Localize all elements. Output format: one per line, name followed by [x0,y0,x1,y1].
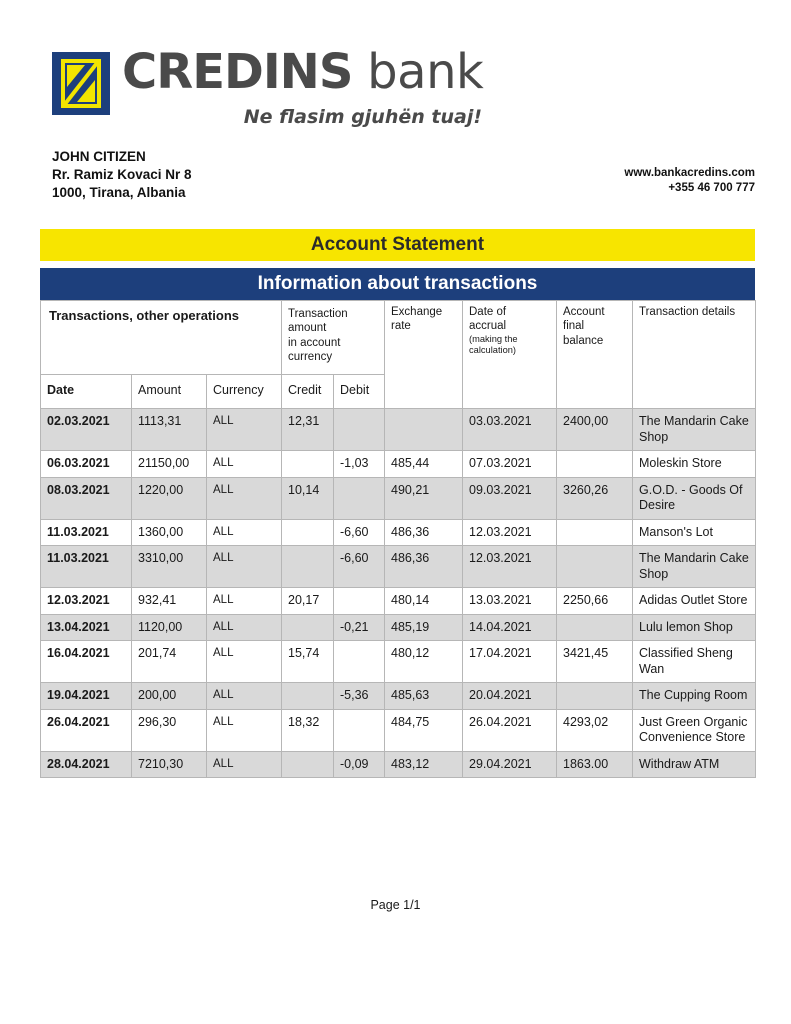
transactions-section-banner: Information about transactions [40,268,755,300]
cell-credit: 12,31 [282,409,334,451]
cell-details: Lulu lemon Shop [633,614,756,641]
cell-accrual: 17.04.2021 [463,641,557,683]
account-holder-name: JOHN CITIZEN [52,149,146,164]
cell-accrual: 12.03.2021 [463,546,557,588]
table-row [41,709,756,751]
page-footer: Page 1/1 [370,898,421,912]
cell-rate: 486,36 [385,519,463,546]
cell-rate [385,409,463,451]
cell-balance: 1863.00 [557,751,633,778]
cell-debit [334,641,385,683]
cell-amount: 21150,00 [132,451,207,478]
account-holder-street: Rr. Ramiz Kovaci Nr 8 [52,166,192,182]
header-accrual-l1: Date of [469,306,507,318]
cell-amount: 296,30 [132,709,207,751]
cell-debit [334,477,385,519]
cell-rate: 484,75 [385,709,463,751]
cell-credit [282,751,334,778]
logo-credins-text: CREDINS [122,44,353,100]
cell-accrual: 20.04.2021 [463,683,557,710]
cell-accrual: 13.03.2021 [463,588,557,615]
table-row [41,588,756,615]
cell-currency: ALL [207,477,282,519]
cell-credit: 15,74 [282,641,334,683]
header-date: Date [41,375,132,409]
cell-balance [557,451,633,478]
cell-debit: -6,60 [334,546,385,588]
header-transactions-group: Transactions, other operations [41,301,282,375]
cell-amount: 201,74 [132,641,207,683]
cell-currency: ALL [207,683,282,710]
account-holder-city: 1000, Tirana, Albania [52,184,186,200]
cell-details: The Mandarin Cake Shop [633,546,756,588]
header-currency: Currency [207,375,282,409]
bank-contact [624,166,755,197]
header-exchange-rate-l1: Exchange [391,306,443,318]
table-row [41,409,756,451]
cell-amount: 1220,00 [132,477,207,519]
credins-logo-mark-icon [52,52,110,115]
transactions-table-body [41,409,756,778]
cell-currency: ALL [207,751,282,778]
header-txn-amount-l1: Transaction [288,308,348,320]
cell-date: 12.03.2021 [41,588,132,615]
cell-credit [282,683,334,710]
cell-currency: ALL [207,709,282,751]
cell-rate: 485,63 [385,683,463,710]
cell-accrual: 03.03.2021 [463,409,557,451]
cell-currency: ALL [207,546,282,588]
cell-balance: 2400,00 [557,409,633,451]
cell-rate: 490,21 [385,477,463,519]
table-row [41,546,756,588]
header-txn-amount-l3: in account [288,336,341,349]
cell-date: 16.04.2021 [41,641,132,683]
cell-date: 02.03.2021 [41,409,132,451]
cell-amount: 932,41 [132,588,207,615]
cell-credit [282,451,334,478]
cell-balance [557,683,633,710]
cell-date: 26.04.2021 [41,709,132,751]
cell-date: 08.03.2021 [41,477,132,519]
header-balance-l3: balance [563,334,604,347]
bank-phone: +355 46 700 777 [668,182,755,195]
header-balance-l2: final [563,320,585,333]
cell-currency: ALL [207,451,282,478]
cell-rate: 486,36 [385,546,463,588]
header-account-final-balance [557,301,633,409]
table-row [41,477,756,519]
header-exchange-rate-l2: rate [391,320,411,333]
cell-accrual: 09.03.2021 [463,477,557,519]
cell-details: The Mandarin Cake Shop [633,409,756,451]
table-row [41,751,756,778]
cell-debit [334,409,385,451]
cell-date: 28.04.2021 [41,751,132,778]
cell-debit [334,588,385,615]
cell-amount: 1120,00 [132,614,207,641]
header-credit: Credit [282,375,334,409]
bank-logo [52,44,484,134]
cell-rate: 485,19 [385,614,463,641]
cell-balance: 3260,26 [557,477,633,519]
cell-balance: 2250,66 [557,588,633,615]
cell-rate: 485,44 [385,451,463,478]
cell-accrual: 26.04.2021 [463,709,557,751]
cell-currency: ALL [207,519,282,546]
cell-details: Adidas Outlet Store [633,588,756,615]
cell-details: Just Green Organic Convenience Store [633,709,756,751]
transactions-table [40,300,756,778]
cell-credit [282,519,334,546]
table-row [41,519,756,546]
table-row [41,641,756,683]
cell-date: 06.03.2021 [41,451,132,478]
cell-date: 11.03.2021 [41,519,132,546]
cell-details: Manson's Lot [633,519,756,546]
header-txn-amount-l2: amount [288,322,327,335]
header-date-of-accrual [463,301,557,409]
cell-accrual: 07.03.2021 [463,451,557,478]
cell-accrual: 14.04.2021 [463,614,557,641]
cell-details: Classified Sheng Wan [633,641,756,683]
header-txn-amount-l4: currency [288,350,333,363]
cell-balance [557,614,633,641]
header-amount: Amount [132,375,207,409]
cell-amount: 3310,00 [132,546,207,588]
table-row [41,683,756,710]
header-balance-l1: Account [563,306,605,318]
cell-debit [334,709,385,751]
header-debit: Debit [334,375,385,409]
logo-bank-text: bank [352,44,484,100]
cell-balance: 4293,02 [557,709,633,751]
cell-rate: 480,12 [385,641,463,683]
cell-details: G.O.D. - Goods Of Desire [633,477,756,519]
header-transaction-details: Transaction details [633,301,756,409]
cell-date: 13.04.2021 [41,614,132,641]
cell-debit: -5,36 [334,683,385,710]
cell-currency: ALL [207,409,282,451]
cell-details: Withdraw ATM [633,751,756,778]
cell-credit [282,614,334,641]
account-holder-address [52,148,192,201]
cell-credit: 18,32 [282,709,334,751]
cell-details: The Cupping Room [633,683,756,710]
cell-balance: 3421,45 [557,641,633,683]
table-header-group-row [41,301,756,375]
cell-debit: -0,21 [334,614,385,641]
cell-amount: 1113,31 [132,409,207,451]
cell-date: 11.03.2021 [41,546,132,588]
cell-debit: -0,09 [334,751,385,778]
cell-rate: 480,14 [385,588,463,615]
header-transaction-amount-group [282,301,385,375]
cell-accrual: 12.03.2021 [463,519,557,546]
statement-title-banner: Account Statement [40,229,755,261]
table-row [41,614,756,641]
cell-details: Moleskin Store [633,451,756,478]
header-accrual-note: (making the calculation) [469,333,518,355]
cell-date: 19.04.2021 [41,683,132,710]
cell-debit: -1,03 [334,451,385,478]
cell-amount: 1360,00 [132,519,207,546]
header-exchange-rate [385,301,463,409]
header-accrual-l2: accrual [469,320,507,333]
cell-credit [282,546,334,588]
cell-currency: ALL [207,641,282,683]
cell-credit: 20,17 [282,588,334,615]
cell-currency: ALL [207,588,282,615]
cell-accrual: 29.04.2021 [463,751,557,778]
bank-wordmark [122,44,484,100]
cell-debit: -6,60 [334,519,385,546]
cell-rate: 483,12 [385,751,463,778]
cell-currency: ALL [207,614,282,641]
bank-website: www.bankacredins.com [624,167,755,179]
cell-amount: 200,00 [132,683,207,710]
cell-amount: 7210,30 [132,751,207,778]
cell-balance [557,546,633,588]
bank-tagline: Ne flasim gjuhën tuaj! [243,106,482,128]
cell-credit: 10,14 [282,477,334,519]
table-row [41,451,756,478]
cell-balance [557,519,633,546]
